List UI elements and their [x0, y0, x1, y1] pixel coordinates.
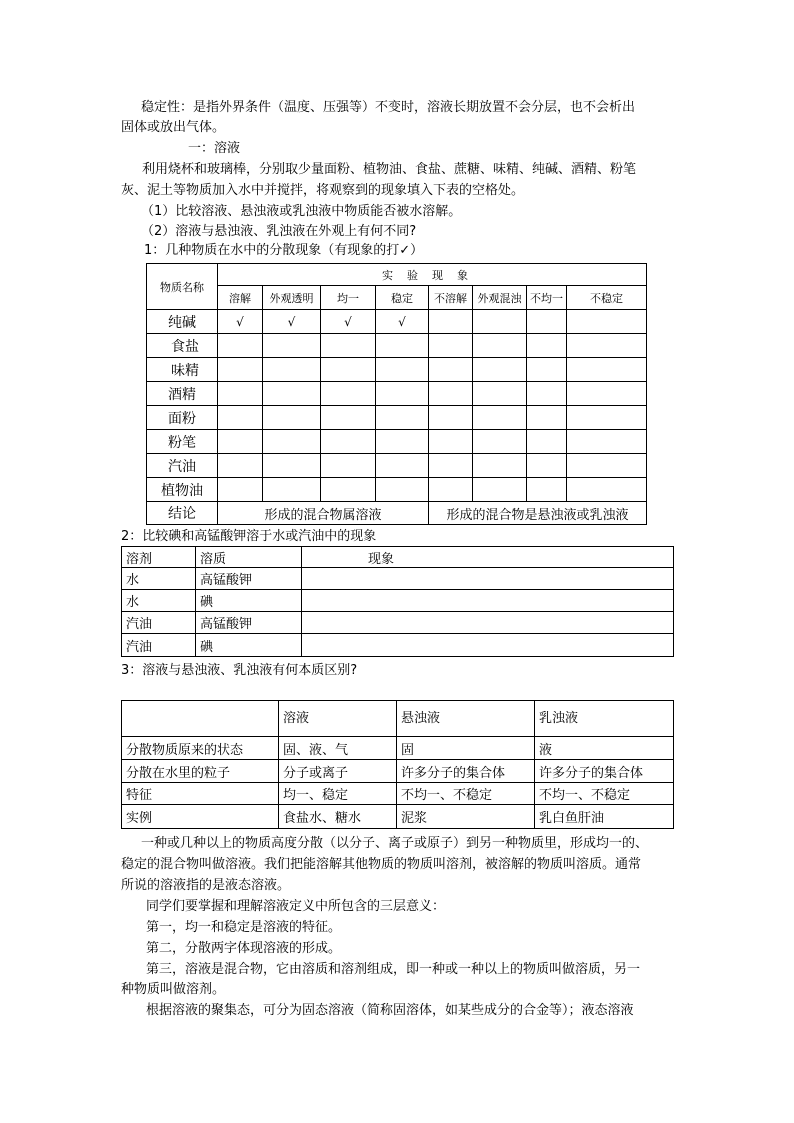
point-3-line-1: 第三，溶液是混合物，它由溶质和溶剂组成，即一种或一种以上的物质叫做溶质，另一 — [146, 962, 641, 977]
table-cell: 固 — [397, 737, 535, 760]
table-cell — [321, 382, 376, 406]
table-cell: √ — [376, 310, 429, 334]
table-row — [147, 334, 647, 358]
table-cell: 液 — [535, 737, 674, 760]
table-cell — [527, 430, 567, 454]
sub-header: 外观混浊 — [473, 286, 527, 310]
name-header: 物质名称 — [147, 264, 218, 310]
comparison-table — [121, 700, 674, 829]
table-row — [122, 634, 674, 657]
table-row — [122, 783, 674, 805]
table-cell: √ — [218, 310, 263, 334]
table-row — [147, 310, 647, 334]
point-1: 第一，均一和稳定是溶液的特征。 — [146, 920, 342, 935]
table-cell — [567, 310, 647, 334]
table-cell: 水 — [122, 568, 196, 590]
table-cell — [376, 454, 429, 478]
table-cell: 高锰酸钾 — [196, 612, 302, 634]
table-cell — [218, 406, 263, 430]
table-cell — [429, 382, 473, 406]
state-line: 根据溶液的聚集态，可分为固态溶液（简称固溶体，如某些成分的合金等）；液态溶液 — [146, 1003, 634, 1018]
table-cell — [567, 358, 647, 382]
column-header — [122, 701, 279, 737]
table-cell — [376, 478, 429, 502]
column-header: 溶液 — [279, 701, 397, 737]
table-cell: 碘 — [196, 590, 302, 612]
table-cell — [321, 406, 376, 430]
table-cell — [376, 358, 429, 382]
table-cell — [376, 406, 429, 430]
question-1: （1）比较溶液、悬浊液或乳浊液中物质能否被水溶解。 — [141, 204, 462, 219]
column-header: 溶剂 — [122, 547, 196, 568]
substance-name: 汽油 — [147, 454, 218, 478]
table-cell — [302, 590, 674, 612]
table-cell — [473, 454, 527, 478]
stability-line-2: 固体或放出气体。 — [121, 120, 226, 135]
experiment-line-1: 利用烧杯和玻璃棒，分别取少量面粉、植物油、食盐、蔗糖、味精、纯碱、酒精、粉笔 — [142, 162, 637, 177]
table-row — [147, 406, 647, 430]
substance-name: 食盐 — [147, 334, 218, 358]
section-title: 一：溶液 — [188, 141, 241, 156]
table-cell: 泥浆 — [397, 805, 535, 829]
iodine-permanganate-table — [121, 546, 674, 657]
table-cell — [218, 382, 263, 406]
table-cell — [567, 382, 647, 406]
table-cell: 分散物质原来的状态 — [122, 737, 279, 760]
substance-name: 面粉 — [147, 406, 218, 430]
table-cell: 汽油 — [122, 634, 196, 657]
table-cell — [321, 358, 376, 382]
table3-title: 3：溶液与悬浊液、乳浊液有何本质区别? — [121, 663, 358, 678]
table-cell — [376, 430, 429, 454]
table-cell — [263, 430, 321, 454]
table-cell — [429, 310, 473, 334]
dispersion-table — [146, 263, 647, 525]
table-cell — [321, 430, 376, 454]
table-cell — [321, 478, 376, 502]
table-cell — [376, 334, 429, 358]
table-cell — [218, 478, 263, 502]
table-cell — [321, 454, 376, 478]
sub-header: 均一 — [321, 286, 376, 310]
table-cell — [302, 612, 674, 634]
experiment-header: 实验现象 — [218, 264, 647, 286]
table-cell — [567, 478, 647, 502]
question-2: （2）溶液与悬浊液、乳浊液在外观上有何不同? — [141, 224, 417, 239]
table-cell — [567, 454, 647, 478]
table-cell — [527, 382, 567, 406]
table-cell — [218, 358, 263, 382]
table-cell — [429, 478, 473, 502]
table-cell — [473, 382, 527, 406]
substance-name: 纯碱 — [147, 310, 218, 334]
table-row — [122, 760, 674, 783]
table-cell: 不均一、不稳定 — [397, 783, 535, 805]
table-cell — [376, 382, 429, 406]
table-cell: 碘 — [196, 634, 302, 657]
table-cell: 汽油 — [122, 612, 196, 634]
substance-name: 植物油 — [147, 478, 218, 502]
table-cell — [218, 430, 263, 454]
column-header: 现象 — [302, 547, 674, 568]
table-row — [122, 805, 674, 829]
table-cell: 分子或离子 — [279, 760, 397, 783]
table-row — [147, 454, 647, 478]
table-cell — [429, 334, 473, 358]
conclusion-right: 形成的混合物是悬浊液或乳浊液 — [429, 502, 647, 525]
sub-header: 外观透明 — [263, 286, 321, 310]
table-cell: √ — [263, 310, 321, 334]
table1-title: 1：几种物质在水中的分散现象（有现象的打✓） — [144, 243, 424, 258]
sub-header: 稳定 — [376, 286, 429, 310]
table-cell — [473, 358, 527, 382]
point-3-line-2: 种物质叫做溶剂。 — [121, 982, 226, 997]
table-cell — [429, 406, 473, 430]
table-cell — [473, 478, 527, 502]
table-cell: 均一、稳定 — [279, 783, 397, 805]
column-header: 溶质 — [196, 547, 302, 568]
conclusion-left: 形成的混合物属溶液 — [218, 502, 429, 525]
column-header: 悬浊液 — [397, 701, 535, 737]
substance-name: 酒精 — [147, 382, 218, 406]
table-cell: 高锰酸钾 — [196, 568, 302, 590]
table-row — [147, 358, 647, 382]
table-cell — [218, 454, 263, 478]
sub-header: 不稳定 — [567, 286, 647, 310]
table-cell: 不均一、不稳定 — [535, 783, 674, 805]
column-header: 乳浊液 — [535, 701, 674, 737]
table-cell — [302, 568, 674, 590]
table-cell: 特征 — [122, 783, 279, 805]
table-cell — [527, 406, 567, 430]
table-cell — [473, 430, 527, 454]
table-cell — [527, 454, 567, 478]
sub-header: 不均一 — [527, 286, 567, 310]
table-cell — [263, 358, 321, 382]
table-cell — [263, 382, 321, 406]
table-row — [122, 612, 674, 634]
table-cell — [527, 310, 567, 334]
meaning-intro: 同学们要掌握和理解溶液定义中所包含的三层意义： — [146, 899, 446, 914]
table-cell — [321, 334, 376, 358]
table-cell — [527, 334, 567, 358]
table-cell — [263, 478, 321, 502]
substance-name: 粉笔 — [147, 430, 218, 454]
table-cell — [429, 358, 473, 382]
conclusion-row — [147, 502, 647, 525]
table-cell — [473, 406, 527, 430]
table-cell: 实例 — [122, 805, 279, 829]
table-cell — [567, 334, 647, 358]
table-row — [122, 568, 674, 590]
table-cell — [473, 334, 527, 358]
table-row — [122, 737, 674, 760]
table-cell — [263, 334, 321, 358]
definition-line-1: 一种或几种以上的物质高度分散（以分子、离子或原子）到另一种物质里，形成均一的、 — [141, 836, 649, 851]
table-cell — [302, 634, 674, 657]
stability-line-1: 稳定性：是指外界条件（温度、压强等）不变时，溶液长期放置不会分层，也不会析出 — [141, 100, 636, 115]
table-row — [147, 478, 647, 502]
table-row — [147, 382, 647, 406]
sub-header: 溶解 — [218, 286, 263, 310]
table-cell — [263, 454, 321, 478]
table-cell: √ — [321, 310, 376, 334]
table-cell: 固、液、气 — [279, 737, 397, 760]
table-cell — [567, 406, 647, 430]
experiment-line-2: 灰、泥土等物质加入水中并搅拌，将观察到的现象填入下表的空格处。 — [121, 183, 525, 198]
table-cell — [473, 310, 527, 334]
table-row — [147, 430, 647, 454]
table-cell: 乳白鱼肝油 — [535, 805, 674, 829]
table-cell — [527, 478, 567, 502]
table-cell: 食盐水、糖水 — [279, 805, 397, 829]
substance-name: 味精 — [147, 358, 218, 382]
definition-line-2: 稳定的混合物叫做溶液。我们把能溶解其他物质的物质叫溶剂，被溶解的物质叫溶质。通常 — [121, 857, 642, 872]
table-cell: 水 — [122, 590, 196, 612]
table-cell — [263, 406, 321, 430]
table-cell — [527, 358, 567, 382]
table-cell — [429, 430, 473, 454]
table-cell: 许多分子的集合体 — [397, 760, 535, 783]
table-cell: 许多分子的集合体 — [535, 760, 674, 783]
table-cell — [567, 430, 647, 454]
table2-title: 2：比较碘和高锰酸钾溶于水或汽油中的现象 — [121, 529, 377, 544]
conclusion-label: 结论 — [147, 502, 218, 525]
table-cell: 分散在水里的粒子 — [122, 760, 279, 783]
definition-line-3: 所说的溶液指的是液态溶液。 — [121, 878, 291, 893]
table-cell — [218, 334, 263, 358]
table-row — [122, 590, 674, 612]
table-cell — [429, 454, 473, 478]
sub-header: 不溶解 — [429, 286, 473, 310]
point-2: 第二，分散两字体现溶液的形成。 — [146, 941, 342, 956]
